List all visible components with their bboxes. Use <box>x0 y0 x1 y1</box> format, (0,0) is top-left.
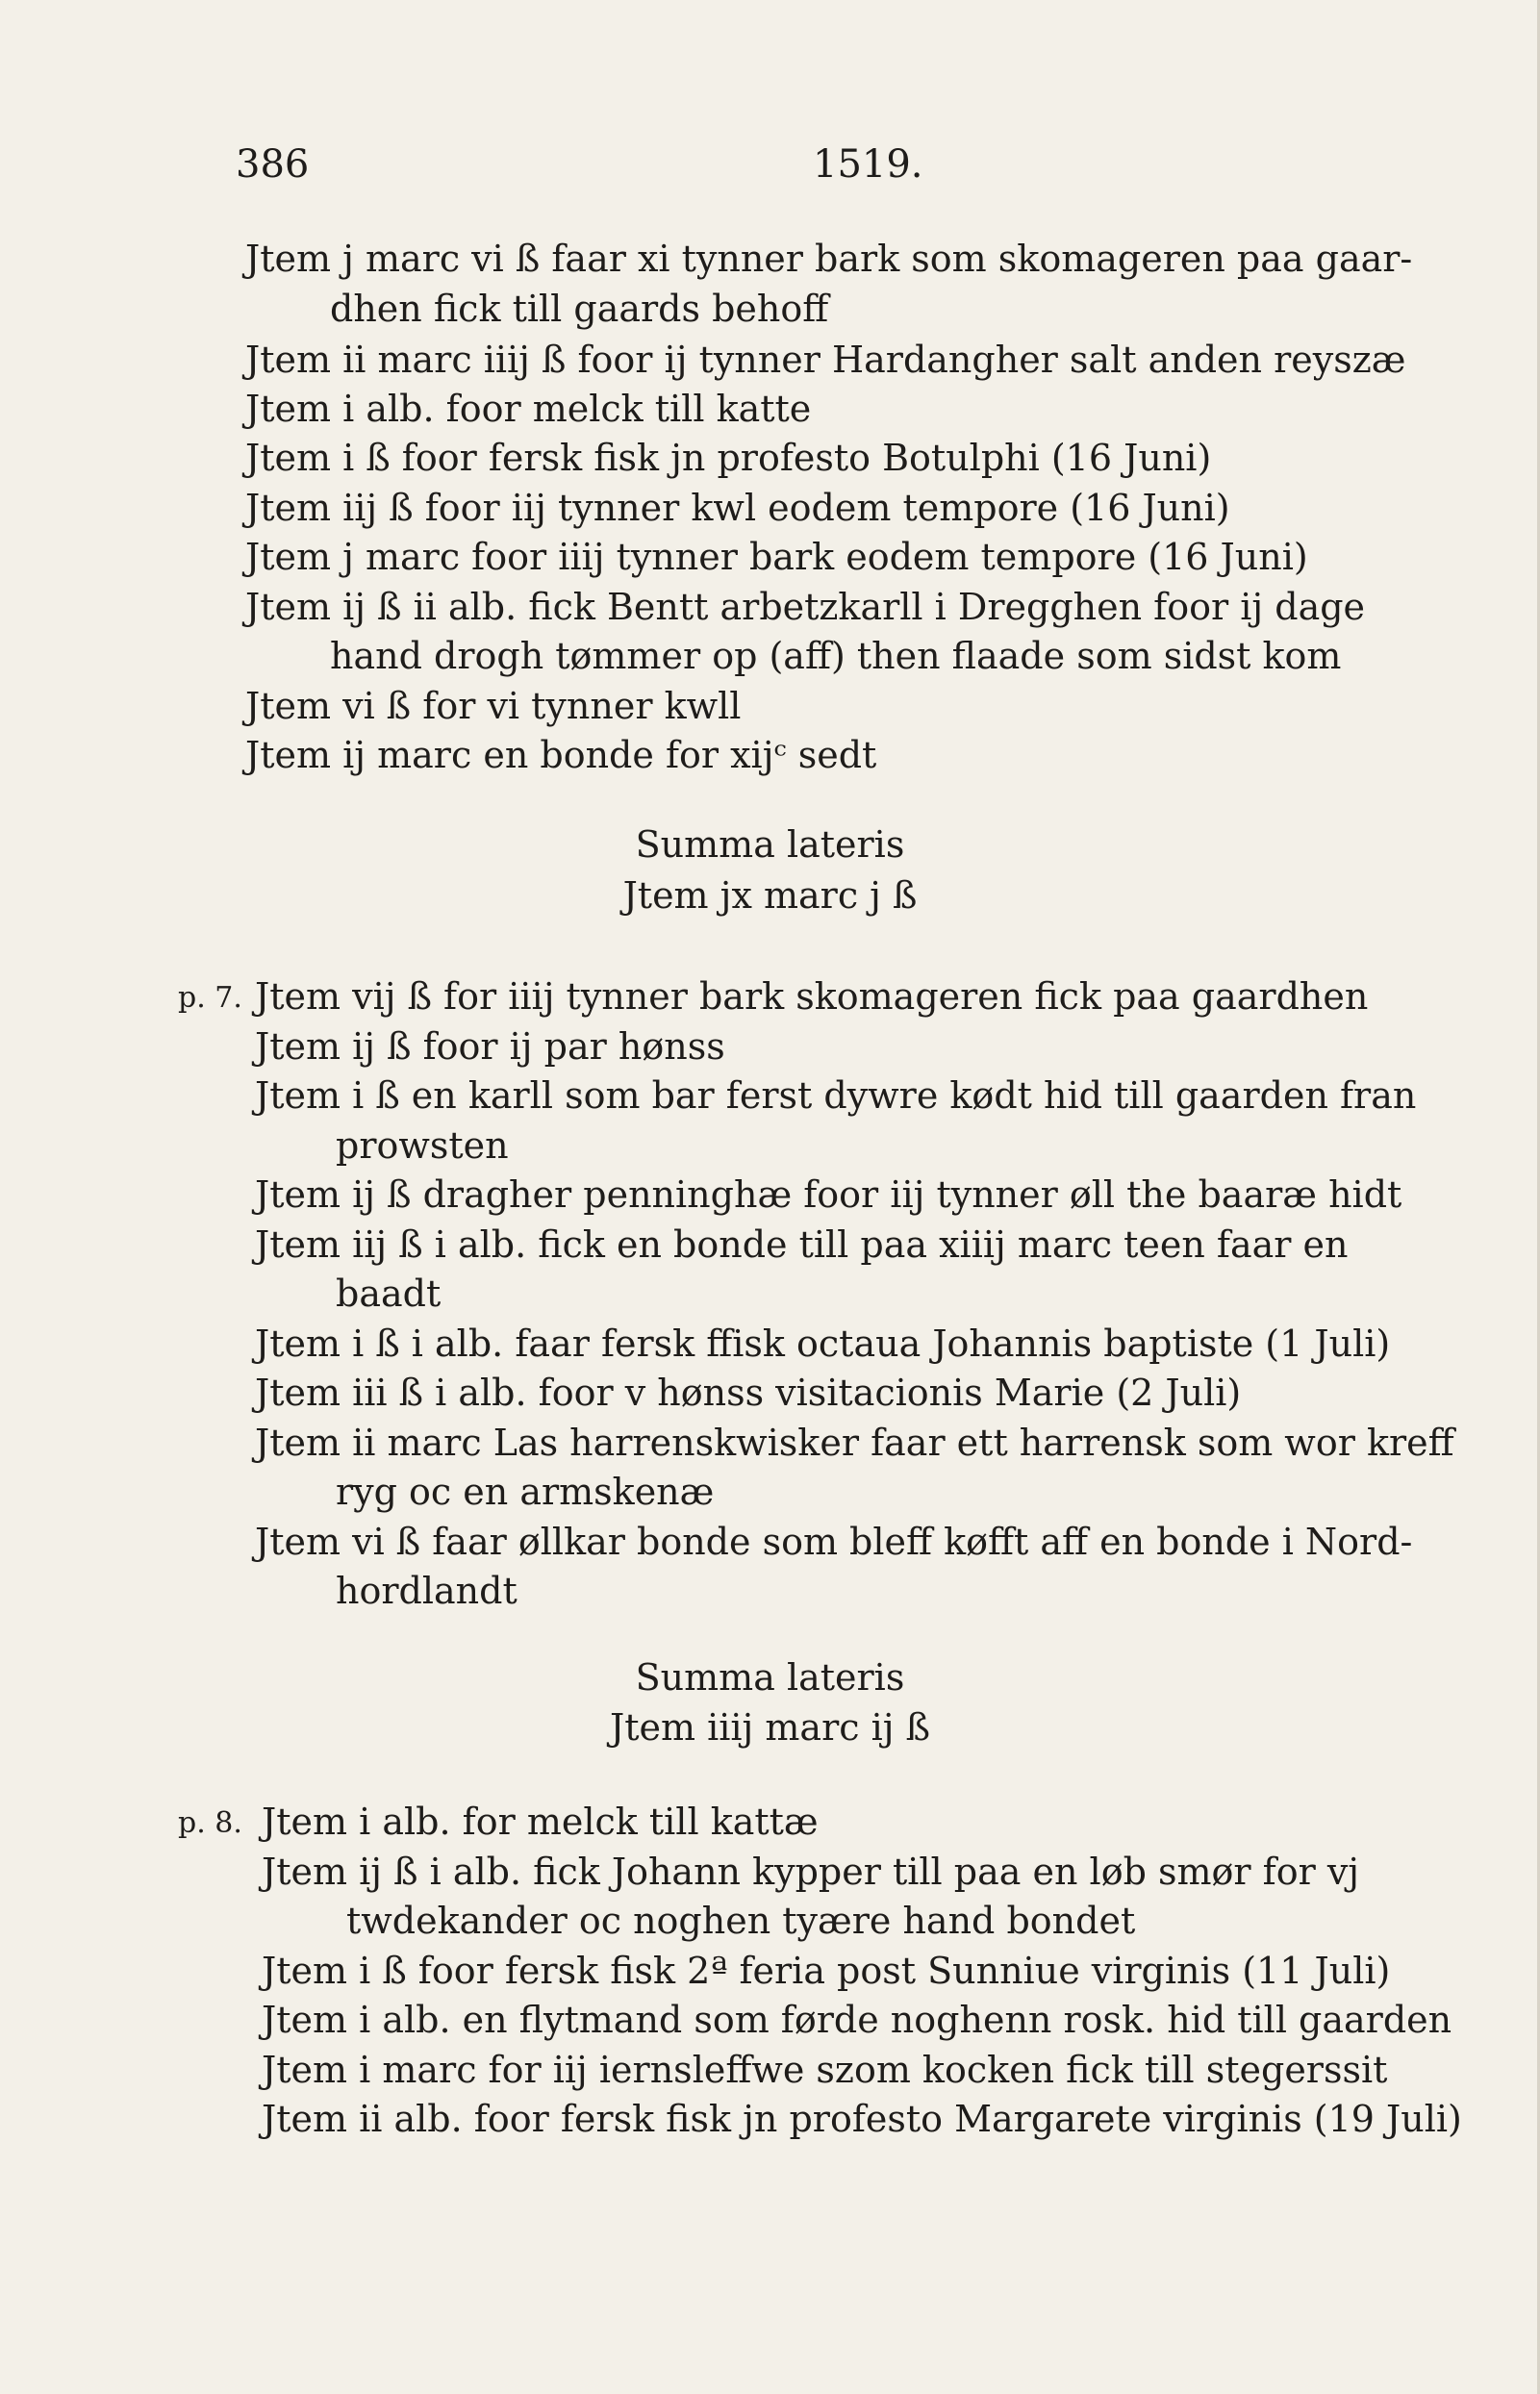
text-line: Jtem j marc vi ß faar xi tynner bark som skomageren paa gaar- <box>245 238 1413 280</box>
text-line: Jtem vij ß for iiij tynner bark skomageren fick paa gaardhen <box>255 975 1369 1018</box>
text-line: Jtem ii marc iiij ß foor ij tynner Hardangher salt anden reyszæ <box>245 339 1406 381</box>
text-line: Jtem vi ß for vi tynner kwll <box>245 685 742 727</box>
text-line: Jtem iij ß foor iij tynner kwl eodem tempore (16 Juni) <box>245 487 1230 529</box>
text-line: twdekander oc noghen tyære hand bondet <box>346 1900 1136 1942</box>
page-year: 1519. <box>813 142 923 187</box>
summa-value: Jtem jx marc j ß <box>622 874 918 917</box>
summa-label: Summa lateris <box>635 823 905 866</box>
margin-reference: p. 8. <box>178 1806 242 1840</box>
text-line: Jtem iii ß i alb. foor v hønss visitacionis Marie (2 Juli) <box>255 1372 1242 1414</box>
text-line: Jtem ij ß ii alb. fick Bentt arbetzkarll i Dregghen foor ij dage <box>245 586 1366 628</box>
text-line: hand drogh tømmer op (aff) then flaade som sidst kom <box>330 635 1342 677</box>
text-line: Jtem i alb. for melck till kattæ <box>262 1801 819 1843</box>
text-line: Jtem i ß en karll som bar ferst dywre kødt hid till gaarden fran <box>255 1074 1417 1117</box>
text-line: dhen fick till gaards behoff <box>330 288 829 330</box>
text-line: prowsten <box>336 1124 509 1167</box>
margin-reference: p. 7. <box>178 981 242 1015</box>
text-line: Jtem ii marc Las harrenskwisker faar ett harrensk som wor kreff <box>255 1422 1454 1464</box>
page-header <box>0 142 1540 200</box>
text-line: Jtem ij marc en bonde for xijᶜ sedt <box>245 734 877 776</box>
text-line: Jtem i ß i alb. faar fersk ffisk octaua Johannis baptiste (1 Juli) <box>255 1323 1391 1365</box>
text-line: Jtem j marc foor iiij tynner bark eodem tempore (16 Juni) <box>245 536 1308 578</box>
summa-label: Summa lateris <box>635 1656 905 1699</box>
text-line: ryg oc en armskenæ <box>336 1471 715 1513</box>
text-line: Jtem vi ß faar øllkar bonde som bleff køfft aff en bonde i Nord- <box>255 1521 1413 1563</box>
text-line: Jtem i ß foor fersk fisk 2ª feria post Sunniue virginis (11 Juli) <box>262 1950 1391 1992</box>
text-line: hordlandt <box>336 1570 518 1612</box>
text-line: Jtem i alb. foor melck till katte <box>245 388 812 430</box>
summa-value: Jtem iiij marc ij ß <box>609 1706 931 1749</box>
text-line: Jtem ij ß dragher penninghæ foor iij tynner øll the baaræ hidt <box>255 1173 1402 1216</box>
text-line: baadt <box>336 1273 442 1315</box>
text-line: Jtem i ß foor fersk fisk jn profesto Botulphi (16 Juni) <box>245 437 1212 479</box>
text-line: Jtem i marc for iij iernsleffwe szom kocken fick till stegerssit <box>262 2049 1388 2091</box>
page-number: 386 <box>236 142 310 187</box>
text-line: Jtem ij ß foor ij par hønss <box>255 1025 725 1068</box>
text-line: Jtem i alb. en flytmand som førde noghenn rosk. hid till gaarden <box>262 1999 1452 2041</box>
text-line: Jtem ij ß i alb. fick Johann kypper till paa en løb smør for vj <box>262 1851 1360 1893</box>
text-line: Jtem ii alb. foor fersk fisk jn profesto Margarete virginis (19 Juli) <box>262 2098 1462 2140</box>
text-line: Jtem iij ß i alb. fick en bonde till paa xiiij marc teen faar en <box>255 1223 1349 1266</box>
